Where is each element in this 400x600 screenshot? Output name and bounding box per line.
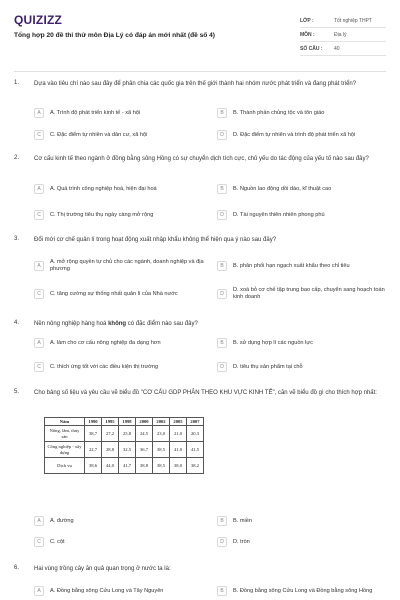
quizizz-logo: QUIZIZZ [14,13,63,27]
table-cell: 22,7 [85,442,102,458]
option-b[interactable] [217,514,395,528]
question-text-part: có đặc điểm nào sau đây? [126,321,198,327]
question-number: 3. [14,236,20,242]
table-header-cell: 1990 [85,418,102,426]
table-row [45,442,204,458]
option-c[interactable] [34,284,212,304]
option-text: D. xoá bỏ cơ chế tập trung bao cấp, chuyển sang hoạch toán kinh doanh [233,287,385,300]
table-cell: 27,2 [102,426,119,442]
question-text: Đổi mới cơ chế quản lí trong hoạt động xuất nhập khẩu không thể hiện qua ý nào sau đây? [34,237,277,243]
option-letter: A [34,108,44,118]
option-text: C. thích ứng tốt với các điều kiện thị trường [50,363,159,370]
question-6 [14,565,386,600]
option-c[interactable] [34,128,212,142]
option-d[interactable] [217,208,395,222]
option-letter: C [34,537,44,547]
option-letter: B [217,108,227,118]
table-cell: 23,0 [153,426,170,442]
table-cell: Nông, lâm, thủy sản [45,426,85,442]
option-text: D. Đặc điểm tự nhiên và trình độ phát triển xã hội [233,131,356,138]
table-cell: 38,5 [153,458,170,474]
option-text: B. Nguồn lao động dồi dào, kĩ thuật cao [233,185,332,192]
question-2 [14,155,386,225]
gdp-structure-table [44,417,204,474]
option-c[interactable] [34,208,212,222]
question-3 [14,236,386,312]
table-header-cell: 1995 [102,418,119,426]
table-cell: 41,0 [170,442,187,458]
option-b[interactable] [217,256,395,276]
option-text: A. mở rộng quyền tự chủ cho các ngành, doanh nghiệp và địa phương [50,259,204,272]
option-letter: D [217,362,227,372]
option-d[interactable] [217,284,395,304]
option-a[interactable] [34,106,212,120]
meta-info [300,14,386,56]
option-letter: B [217,261,227,271]
question-number: 4. [14,320,20,326]
worksheet-header [14,12,386,62]
meta-value: 40 [334,45,340,52]
meta-key: MÔN : [300,31,315,38]
question-number: 1. [14,80,20,86]
question-text: Cho bảng số liệu và yêu cầu vẽ biểu đồ "CƠ CẤU GDP PHÂN THEO KHU VỰC KINH TẾ", căn vẽ biểu đồ gì cho thích hợp nhất: [34,390,377,396]
table-cell: 38,8 [136,458,153,474]
option-d[interactable] [217,535,395,549]
option-text: D. tròn [233,538,250,545]
option-text: A. Đồng bằng sông Cửu Long và Tây Nguyên [50,587,164,594]
option-text: A. đường [50,517,74,524]
option-a[interactable] [34,256,212,276]
table-cell: 38,5 [153,442,170,458]
option-letter: A [34,516,44,526]
worksheet-title: Tổng hợp 20 đề thi thử môn Địa Lý có đáp án mới nhất (đề số 4) [14,32,215,39]
option-text: C. cột [50,538,65,545]
option-letter: D [217,130,227,140]
option-text: D. tiêu thụ sản phẩm tại chỗ [233,363,303,370]
option-text: B. miền [233,517,252,524]
option-a[interactable] [34,584,212,598]
option-letter: B [217,184,227,194]
option-c[interactable] [34,535,212,549]
question-4 [14,320,386,380]
option-text: C. Thị trường tiêu thụ ngày càng mở rộng [50,211,154,218]
option-b[interactable] [217,336,395,350]
question-number: 2. [14,155,20,161]
option-a[interactable] [34,336,212,350]
option-letter: C [34,289,44,299]
table-cell: 25,8 [119,426,136,442]
meta-value: Địa lý [334,31,347,38]
meta-key: SỐ CÂU : [300,45,323,52]
table-cell: 28,8 [102,442,119,458]
option-text: A. làm cho cơ cấu nông nghiệp đa dạng hơn [50,339,161,346]
question-text: Dựa vào tiêu chí nào sau đây để phân chia các quốc gia trên thế giới thành hai nhóm nước phát triển và đang phát triển? [34,81,357,87]
question-text-part: Nền nông nghiệp hàng hoá [34,321,109,327]
table-header-cell: 2007 [187,418,204,426]
option-letter: A [34,586,44,596]
option-letter: B [217,516,227,526]
option-letter: D [217,537,227,547]
option-letter: C [34,362,44,372]
table-row [45,426,204,442]
option-b[interactable] [217,106,395,120]
meta-row-class [300,14,386,28]
option-letter: B [217,586,227,596]
table-cell: 38,7 [85,426,102,442]
table-header-cell: 2005 [170,418,187,426]
table-cell: 41,5 [187,442,204,458]
meta-row-subject [300,28,386,42]
option-letter: D [217,289,227,299]
question-number: 6. [14,565,20,571]
option-letter: C [34,210,44,220]
option-text: B. sử dụng hợp lí các nguồn lực [233,339,313,346]
meta-key: LỚP : [300,17,314,24]
option-letter: A [34,261,44,271]
option-text: C. tăng cường sự thống nhất quản lí của Nhà nước [50,290,178,297]
table-header-row [45,418,204,426]
option-letter: A [34,184,44,194]
table-header-cell: Năm [45,418,85,426]
table-cell: 24,5 [136,426,153,442]
meta-value: Tốt nghiệp THPT [334,17,372,24]
table-cell: 38,0 [170,458,187,474]
option-text: B. phân phối hạn ngạch xuất khẩu theo chỉ tiêu [233,262,350,269]
option-d[interactable] [217,128,395,142]
table-cell: 41,7 [119,458,136,474]
option-text: B. Đồng bằng sông Cửu Long và Đồng bằng sông Hồng [233,587,373,594]
question-number: 5. [14,389,20,395]
option-text: C. Đặc điểm tự nhiên và dân cư, xã hội [50,131,148,138]
table-header-cell: 2000 [136,418,153,426]
question-text: Cơ cấu kinh tế theo ngành ở đồng bằng sông Hồng có sự chuyển dịch tích cực, chủ yếu do tác động của yếu tố nào sau đây? [34,156,369,162]
option-letter: B [217,338,227,348]
table-cell: Dịch vụ [45,458,85,474]
table-cell: 20,3 [187,426,204,442]
option-text: A. Quá trình công nghiệp hoá, hiện đại hoá [50,185,157,192]
table-cell: 21,0 [170,426,187,442]
question-text [34,320,384,329]
table-cell: Công nghiệp - xây dựng [45,442,85,458]
meta-row-count [300,42,386,56]
option-b[interactable] [217,182,395,196]
header-divider [14,71,386,72]
question-1 [14,80,386,150]
option-b[interactable] [217,584,395,598]
question-5 [14,389,386,559]
option-d[interactable] [217,360,395,374]
option-text: A. Trình độ phát triển kinh tế - xã hội [50,109,141,116]
option-text: D. Tài nguyên thiên nhiên phong phú [233,211,325,218]
option-letter: C [34,130,44,140]
option-a[interactable] [34,514,212,528]
question-text: Hai vùng trồng cây ăn quả quan trọng ở nước ta là: [34,566,171,572]
table-cell: 38,6 [85,458,102,474]
table-header-cell: 2002 [153,418,170,426]
table-cell: 38,2 [187,458,204,474]
table-row [45,458,204,474]
option-letter: D [217,210,227,220]
option-c[interactable] [34,360,212,374]
question-text-emphasis: không [108,321,127,327]
table-cell: 36,7 [136,442,153,458]
table-header-cell: 1998 [119,418,136,426]
option-text: B. Thành phần chủng tộc và tôn giáo [233,109,325,116]
option-letter: A [34,338,44,348]
table-cell: 32,5 [119,442,136,458]
option-a[interactable] [34,182,212,196]
table-cell: 44,0 [102,458,119,474]
